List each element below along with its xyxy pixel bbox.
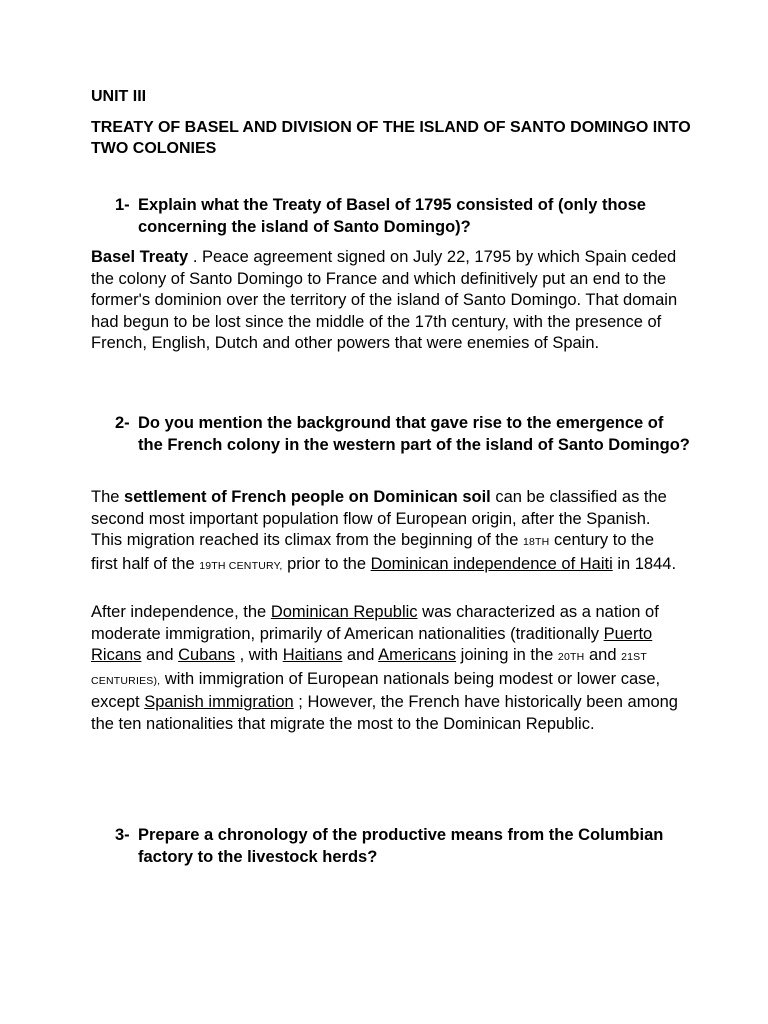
century-small-caps: 18TH <box>522 536 550 548</box>
term-basel-treaty: Basel Treaty <box>91 248 189 266</box>
answer-text: was characterized as a nation of moderate immigration, primarily of American nationalities (traditionally <box>91 603 659 643</box>
century-small-caps: 19TH CENTURY, <box>199 559 283 572</box>
answer-text: The <box>91 488 125 506</box>
answer-text: prior to the <box>282 554 371 573</box>
unit-title: UNIT III <box>91 88 147 105</box>
link-puerto-ricans[interactable]: Puerto Ricans <box>91 624 653 664</box>
question-number: 3- <box>115 826 130 844</box>
question-text: Do you mention the background that gave rise to the emergence of the French colony in the western part of the island of Santo Domingo? <box>138 414 690 454</box>
answer-text: and <box>141 646 179 664</box>
answer-text: and <box>584 646 622 664</box>
answer-paragraph-1 <box>91 247 681 355</box>
century-small-caps: 20TH <box>557 651 585 663</box>
answer-paragraph-2 <box>91 487 681 577</box>
answer-text: . Peace agreement signed on July 22, 1795 by which Spain ceded the colony of Santo Domingo to France and which definitively put an end to the former's dominion over the territory of the island of Santo Domingo. That domain had begun to be lost since the middle of the 17th century, with the presence of French, English, Dutch and other powers that were enemies of Spain. <box>91 248 678 352</box>
century-small-caps: 21ST CENTURIES), <box>91 651 647 687</box>
question-3 <box>91 825 691 868</box>
question-2 <box>91 413 691 456</box>
answer-text: joining in the <box>456 646 558 664</box>
answer-text: and <box>342 646 379 664</box>
link-cubans[interactable]: Cubans <box>178 646 236 664</box>
link-spanish-immigration[interactable]: Spanish immigration <box>144 693 294 711</box>
question-text: Prepare a chronology of the productive means from the Columbian factory to the livestock herds? <box>138 826 664 866</box>
link-americans[interactable]: Americans <box>378 646 457 664</box>
question-text: Explain what the Treaty of Basel of 1795 consisted of (only those concerning the island of Santo Domingo)? <box>138 196 646 236</box>
link-dominican-republic[interactable]: Dominican Republic <box>270 603 418 621</box>
question-1 <box>91 195 691 238</box>
question-number: 2- <box>115 414 130 432</box>
answer-text: with immigration of European nationals being modest or lower case, except <box>91 669 661 711</box>
answer-text: century to the first half of the <box>91 531 655 573</box>
answer-text: can be classified as the second most important population flow of European origin, after the Spanish. This migration reached its climax from the beginning of the <box>91 488 667 549</box>
answer-text: After independence, the <box>91 603 271 621</box>
link-haitians[interactable]: Haitians <box>282 646 343 664</box>
answer-text: ; However, the French have historically been among the ten nationalities that migrate the most to the Dominican Republic. <box>91 693 678 733</box>
link-dominican-independence-of-haiti[interactable]: Dominican independence of Haiti <box>370 554 613 573</box>
document-heading: TREATY OF BASEL AND DIVISION OF THE ISLAND OF SANTO DOMINGO INTO TWO COLONIES <box>91 119 691 157</box>
answer-text: , with <box>235 646 283 664</box>
answer-text: in 1844. <box>612 554 677 573</box>
bold-phrase: settlement of French people on Dominican soil <box>124 488 491 506</box>
question-number: 1- <box>115 196 130 214</box>
answer-paragraph-3 <box>91 602 681 735</box>
